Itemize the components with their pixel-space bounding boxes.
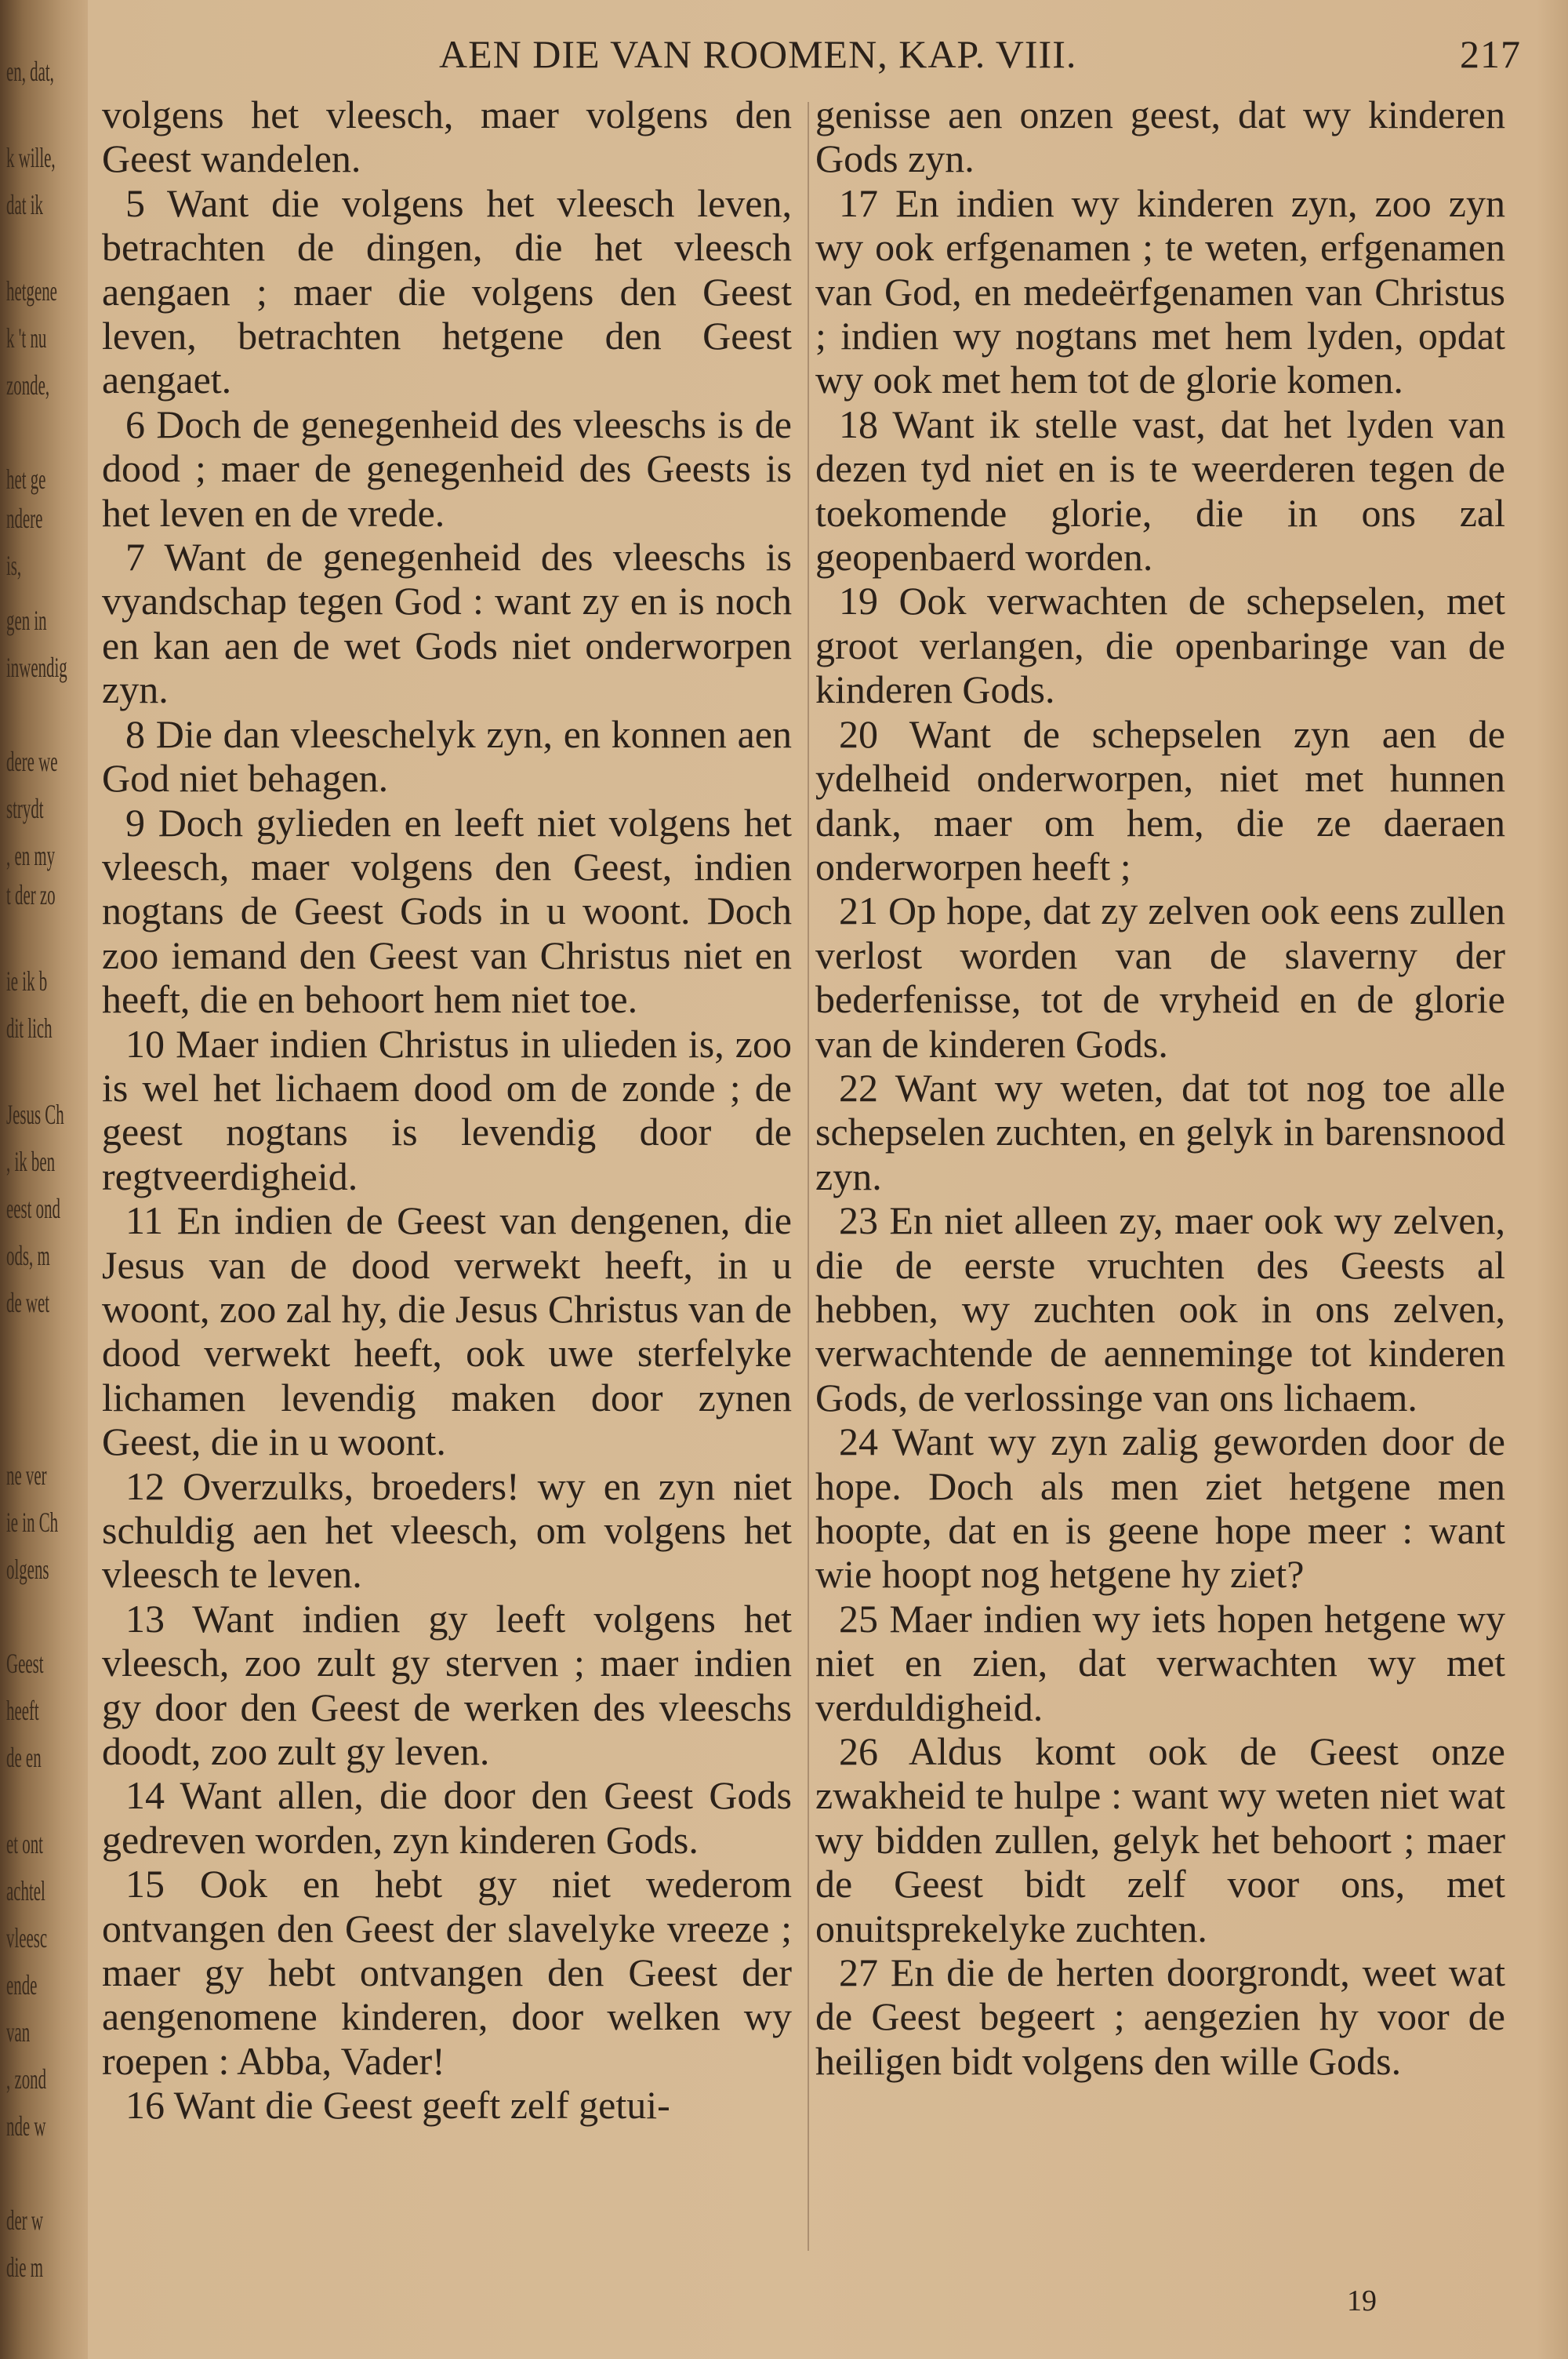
facing-page-fragment: olgens [6,1554,49,1585]
verse-paragraph: 15 Ook en hebt gy niet wederom ontvangen den Geest der slavelyke vreeze ; maer gy hebt ontvangen den Geest der aengenomene kinderen, door welken wy roepen : Abba, Vader! [102,1862,792,2083]
facing-page-fragment: inwendig [6,652,67,683]
facing-page-fragment: ie in Ch [6,1507,59,1538]
page-number: 217 [1460,32,1521,76]
facing-page-fragment: strydt [6,793,44,824]
facing-page-fragment: achtel [6,1875,45,1906]
left-column [102,93,792,2128]
facing-page-fragment: et ont [6,1828,43,1859]
facing-page-fragment: Geest [6,1648,44,1679]
facing-page-fragment: ie ik b [6,965,48,997]
facing-page-fragment: van [6,2016,31,2048]
facing-page-fragment: dere we [6,746,58,777]
signature-mark: 19 [1347,2284,1377,2317]
verse-paragraph: 18 Want ik stelle vast, dat het lyden van dezen tyd niet en is te weerderen tegen de toekomende glorie, die in ons zal geopenbaerd worden. [815,402,1505,580]
facing-page-fragment: , en my [6,840,56,871]
facing-page-fragment: t der zo [6,879,56,911]
facing-page-fragment: het ge [6,463,46,495]
facing-page-fragment: ende [6,1969,38,2001]
verse-paragraph: 20 Want de schepselen zyn aen de ydelheid onderworpen, niet met hunnen dank, maer om hem, die ze daeraen onderworpen heeft ; [815,711,1505,889]
facing-page-fragment: dat ik [6,189,43,220]
running-header [439,31,1521,78]
facing-page-fragment: gen in [6,605,47,636]
verse-paragraph: 7 Want de genegenheid des vleeschs is vyandschap tegen God : want zy en is noch en kan aen de wet Gods niet onderworpen zyn. [102,535,792,712]
facing-page-fragment: nde w [6,2110,46,2142]
facing-page-fragment: ods, m [6,1240,50,1271]
facing-page-fragment: Jesus Ch [6,1099,64,1130]
chapter-title: AEN DIE VAN ROOMEN, KAP. VIII. [439,32,1077,76]
facing-page-fragment: ndere [6,503,43,534]
facing-page-edge [0,0,88,2359]
verse-paragraph: 13 Want indien gy leeft volgens het vleesch, zoo zult gy sterven ; maer indien gy door den Geest de werken des vleeschs doodt, zoo zult gy leven. [102,1596,792,1774]
verse-paragraph: 17 En indien wy kinderen zyn, zoo zyn wy ook erfgenamen ; te weten, erfgenamen van God, en medeërfgenamen van Christus ; indien wy nogtans met hem lyden, opdat wy ook met hem tot de glorie komen. [815,180,1505,402]
verse-paragraph: 16 Want die Geest geeft zelf getui- [125,2083,670,2128]
column-divider [808,102,809,2251]
verse-paragraph: 9 Doch gylieden en leeft niet volgens het vleesch, maer volgens den Geest, indien nogtans de Geest Gods in u woont. Doch zoo iemand den Geest van Christus niet en heeft, die en behoort hem niet toe. [102,800,792,1022]
facing-page-fragment: hetgene [6,275,57,307]
facing-page-fragment: eest ond [6,1193,61,1224]
facing-page-fragment: de wet [6,1287,50,1318]
verse-paragraph: 22 Want wy weten, dat tot nog toe alle schepselen zuchten, en gelyk in barensnood zyn. [815,1065,1505,1198]
verse-paragraph: 12 Overzulks, broeders! wy en zyn niet schuldig aen het vleesch, om volgens het vleesch te leven. [102,1463,792,1597]
facing-page-fragment: vleesc [6,1922,48,1954]
verse-paragraph: volgens het vleesch, maer volgens den Geest wandelen. [102,93,792,181]
right-column [815,93,1505,2083]
verse-paragraph: 27 En die de herten doorgrondt, weet wat de Geest begeert ; aengezien hy voor de heiligen bidt volgens den wille Gods. [815,1950,1505,2083]
facing-page-fragment: der w [6,2205,43,2236]
facing-page-fragment: , zond [6,2063,47,2095]
facing-page-fragment: k wille, [6,142,56,173]
verse-paragraph: 26 Aldus komt ook de Geest onze zwakheid te hulpe : want wy weten niet wat wy bidden zullen, gelyk het behoort ; maer de Geest bidt zelf voor ons, met onuitsprekelyke zuchten. [815,1729,1505,1950]
facing-page-fragment: dit lich [6,1012,53,1044]
facing-page-fragment: is, [6,550,22,581]
verse-paragraph: 19 Ook verwachten de schepselen, met groot verlangen, die openbaringe van de kinderen Gods. [815,579,1505,712]
verse-paragraph: 14 Want allen, die door den Geest Gods gedreven worden, zyn kinderen Gods. [102,1773,792,1862]
verse-paragraph: genisse aen onzen geest, dat wy kinderen Gods zyn. [815,93,1505,181]
facing-page-fragment: , ik ben [6,1146,56,1177]
facing-page-fragment: zonde, [6,369,50,401]
verse-paragraph: 21 Op hope, dat zy zelven ook eens zullen verlost worden van de slaverny der bederfenisse, tot de vryheid en de glorie van de kinderen Gods. [815,889,1505,1066]
verse-paragraph: 10 Maer indien Christus in ulieden is, zoo is wel het lichaem dood om de zonde ; de geest nogtans is levendig door de regtveerdigheid. [102,1021,792,1198]
facing-page-fragment: ne ver [6,1459,47,1491]
facing-page-fragment: die m [6,2252,43,2283]
facing-page-fragment: heeft [6,1695,39,1726]
verse-paragraph: 23 En niet alleen zy, maer ook wy zelven, die de eerste vruchten des Geests al hebben, wy zuchten ook in ons zelven, verwachtende de aenneminge tot kinderen Gods, de verlossinge van ons lichaem. [815,1198,1505,1419]
verse-paragraph: 6 Doch de genegenheid des vleeschs is de dood ; maer de genegenheid des Geests is het leven en de vrede. [102,402,792,535]
verse-paragraph: 25 Maer indien wy iets hopen hetgene wy niet en zien, dat verwachten wy met verduldigheid. [815,1596,1505,1729]
verse-paragraph: 11 En indien de Geest van dengenen, die Jesus van de dood verwekt heeft, in u woont, zoo zal hy, die Jesus Christus van de dood verwekt heeft, ook uwe sterfelyke lichamen levendig maken door zynen Geest, die in u woont. [102,1198,792,1464]
facing-page-fragment: k 't nu [6,322,47,354]
facing-page-fragment: en, dat, [6,56,54,87]
verse-paragraph: 5 Want die volgens het vleesch leven, betrachten de dingen, die het vleesch aengaen ; maer die volgens den Geest leven, betrachten hetgene den Geest aengaet. [102,180,792,402]
facing-page-fragment: de en [6,1742,42,1773]
verse-paragraph: 8 Die dan vleeschelyk zyn, en konnen aen God niet behagen. [102,711,792,801]
verse-paragraph: 24 Want wy zyn zalig geworden door de hope. Doch als men ziet hetgene men hoopte, dat en is geene hope meer : want wie hoopt nog hetgene hy ziet? [815,1419,1505,1597]
